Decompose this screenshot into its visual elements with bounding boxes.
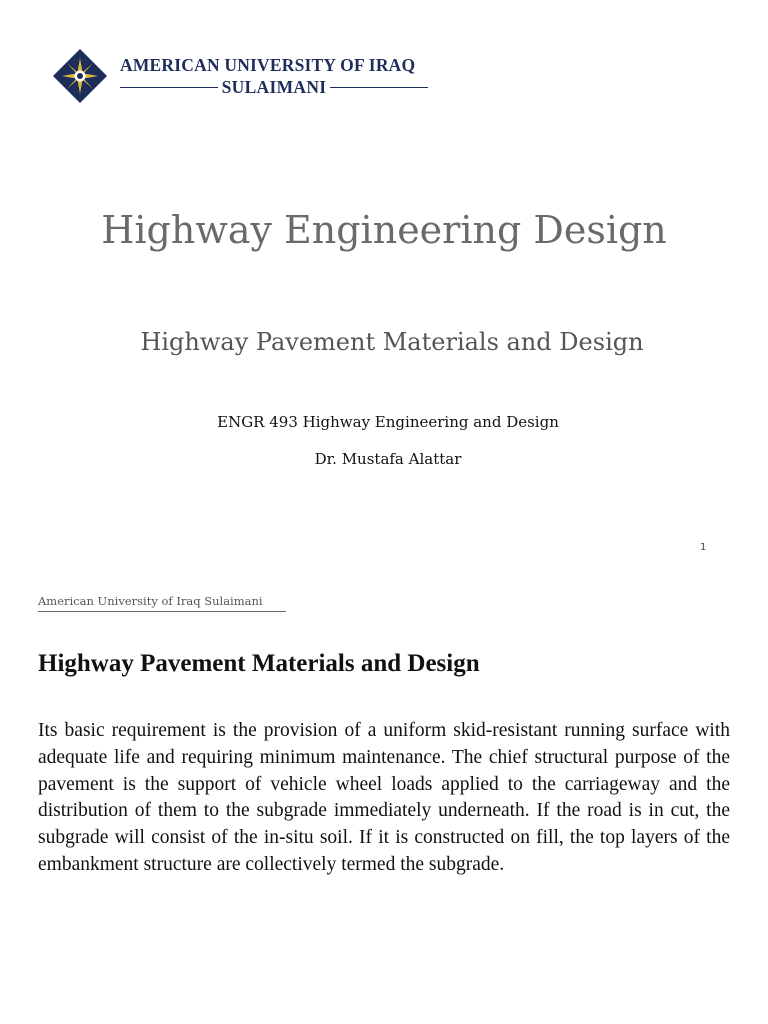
instructor-name: Dr. Mustafa Alattar [314, 450, 462, 468]
body-paragraph: Its basic requirement is the provision of a uniform skid-resistant running surface with adequate life and requiring minimum maintenance. The chief structural purpose of the pavement is the support of vehicle wheel loads applied to the carriageway and the distribution of them to the subgrade immediately underneath. If the road is in cut, the subgrade will consist of the in-situ soil. If it is constructed on fill, the top layers of the embankment structure are collectively termed the subgrade. [38, 720, 730, 875]
logo-line-1: AMERICAN UNIVERSITY OF IRAQ [120, 55, 416, 75]
logo-wordmark [120, 55, 428, 97]
logo-rule-right [330, 87, 428, 88]
university-seal-icon [52, 48, 108, 104]
slide-title: Highway Engineering Design [101, 208, 667, 252]
course-name: ENGR 493 Highway Engineering and Design [217, 413, 559, 431]
slide-subtitle: Highway Pavement Materials and Design [140, 328, 644, 356]
university-logo [52, 48, 428, 104]
logo-line-2: SULAIMANI [221, 77, 327, 97]
section-heading: Highway Pavement Materials and Design [38, 650, 480, 677]
page-number: 1 [700, 542, 707, 553]
running-header: American University of Iraq Sulaimani [38, 594, 286, 612]
logo-rule-left [120, 87, 218, 88]
